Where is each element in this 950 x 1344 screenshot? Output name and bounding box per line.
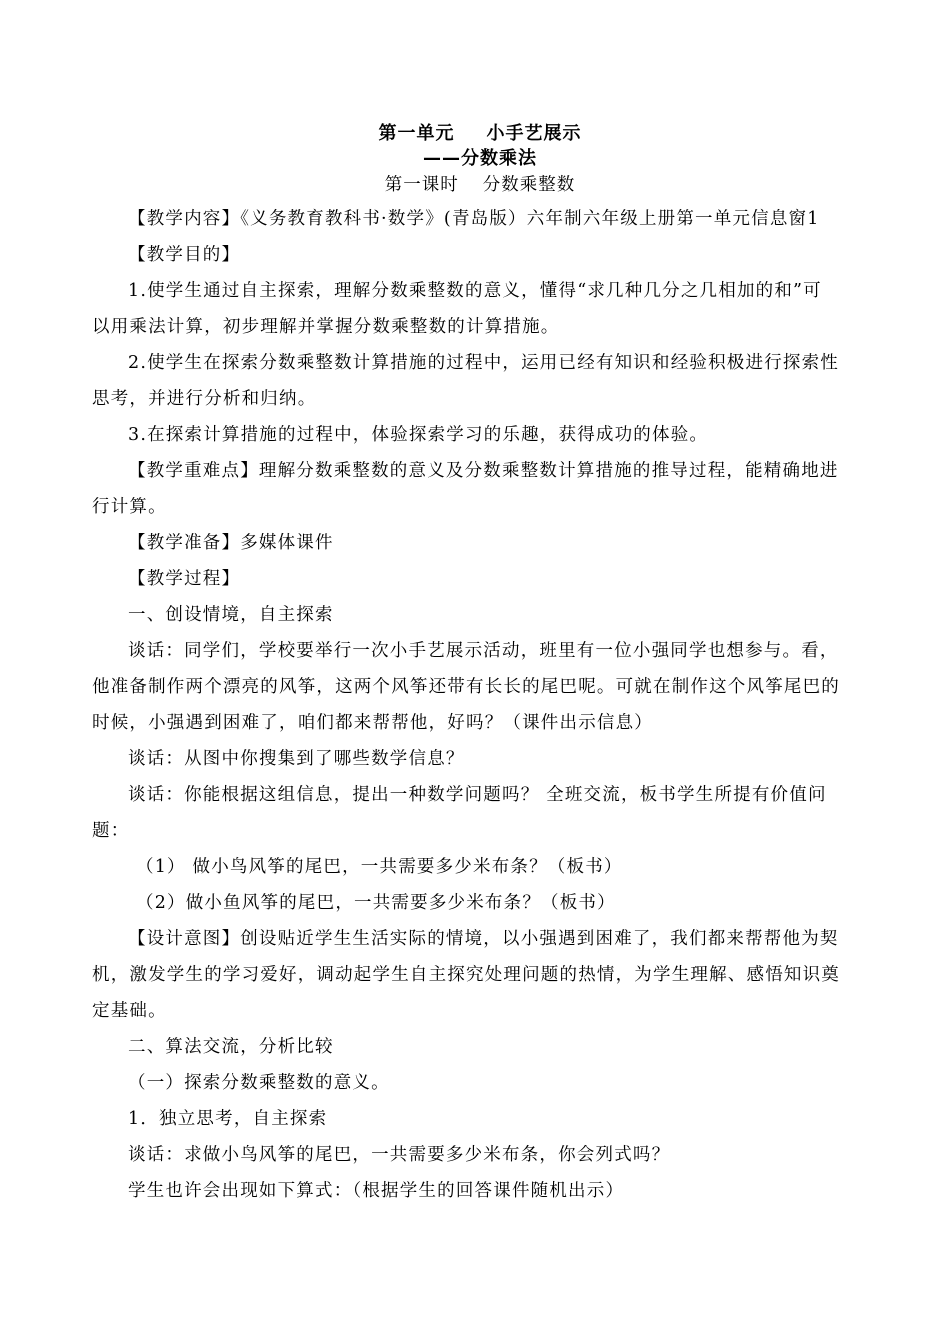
- process-heading: 【教学过程】: [128, 569, 241, 589]
- design-intent-label: 【设计意图】: [128, 929, 241, 949]
- key-points-text: 理解分数乘整数的意义及分数乘整数计算措施的推导过程，能精确地进: [258, 461, 839, 481]
- question-2: （2）做小鱼风筝的尾巴，一共需要多少米布条？（板书）: [136, 893, 616, 913]
- step-2-title: 二、算法交流，分析比较: [128, 1037, 334, 1057]
- design-intent-line-2: 机，激发学生的学习爱好，调动起学生自主探究处理问题的热情，为学生理解、感悟知识奠: [92, 965, 840, 985]
- objective-1-line-2: 以用乘法计算，初步理解并掌握分数乘整数的计算措施。: [92, 317, 560, 337]
- document-page: [92, 121, 858, 1209]
- design-intent-line-1: [92, 921, 858, 957]
- objective-2-line-2: 思考，并进行分析和归纳。: [92, 389, 317, 409]
- unit-subtitle: ——分数乘法: [423, 148, 537, 169]
- content-text: 《义务教育教科书·数学》(青岛版）六年制六年级上册第一单元信息窗1: [240, 209, 820, 229]
- preparation-paragraph: [92, 525, 858, 561]
- preparation-text: 多媒体课件: [240, 533, 334, 553]
- step-2-item-1: 1．独立思考，自主探索: [128, 1109, 328, 1129]
- talk-1-line-1: 谈话：同学们，学校要举行一次小手艺展示活动，班里有一位小强同学也想参与。看，: [128, 641, 839, 661]
- preparation-label: 【教学准备】: [128, 533, 241, 553]
- talk-3-line-1: 谈话：你能根据这组信息，提出一种数学问题吗？ 全班交流，板书学生所提有价值问: [128, 785, 827, 805]
- lesson-title: [102, 171, 858, 199]
- step-2-subtitle: （一）探索分数乘整数的意义。: [128, 1073, 390, 1093]
- lesson-number: 第一课时: [384, 175, 459, 195]
- unit-title: [102, 121, 858, 147]
- objective-2-line-1: 2.使学生在探索分数乘整数计算措施的过程中，运用已经有知识和经验积极进行探索性: [128, 353, 839, 373]
- key-points-line-2: 行计算。: [92, 497, 167, 517]
- objective-3: 3.在探索计算措施的过程中，体验探索学习的乐趣，获得成功的体验。: [128, 425, 709, 445]
- talk-1-line-3: 时候，小强遇到困难了，咱们都来帮帮他，好吗？（课件出示信息）: [92, 713, 653, 733]
- content-paragraph: [92, 201, 858, 237]
- talk-4: 谈话：求做小鸟风筝的尾巴，一共需要多少米布条，你会列式吗？: [128, 1145, 671, 1165]
- unit-title-number: 第一单元: [378, 123, 455, 144]
- objective-1-line-1: 1.使学生通过自主探索，理解分数乘整数的意义，懂得“求几种几分之几相加的和”可: [128, 281, 822, 301]
- design-intent-text: 创设贴近学生生活实际的情境，以小强遇到困难了，我们都来帮帮他为契: [240, 929, 839, 949]
- question-1: （1） 做小鸟风筝的尾巴，一共需要多少米布条？（板书）: [136, 857, 623, 877]
- step-1-title: 一、创设情境，自主探索: [128, 605, 334, 625]
- key-points-line-1: [92, 453, 858, 489]
- objective-heading: 【教学目的】: [128, 245, 241, 265]
- talk-1-line-2: 他准备制作两个漂亮的风筝，这两个风筝还带有长长的尾巴呢。可就在制作这个风筝尾巴的: [92, 677, 840, 697]
- title-block: [92, 121, 858, 199]
- unit-title-name: 小手艺展示: [486, 123, 582, 144]
- talk-3-line-2: 题：: [92, 821, 130, 841]
- body-text: [92, 201, 858, 1209]
- content-label: 【教学内容】: [128, 209, 241, 229]
- talk-2: 谈话：从图中你搜集到了哪些数学信息？: [128, 749, 465, 769]
- talk-5: 学生也许会出现如下算式：（根据学生的回答课件随机出示）: [128, 1181, 625, 1201]
- design-intent-line-3: 定基础。: [92, 1001, 167, 1021]
- lesson-name: 分数乘整数: [482, 175, 576, 195]
- key-points-label: 【教学重难点】: [128, 461, 259, 481]
